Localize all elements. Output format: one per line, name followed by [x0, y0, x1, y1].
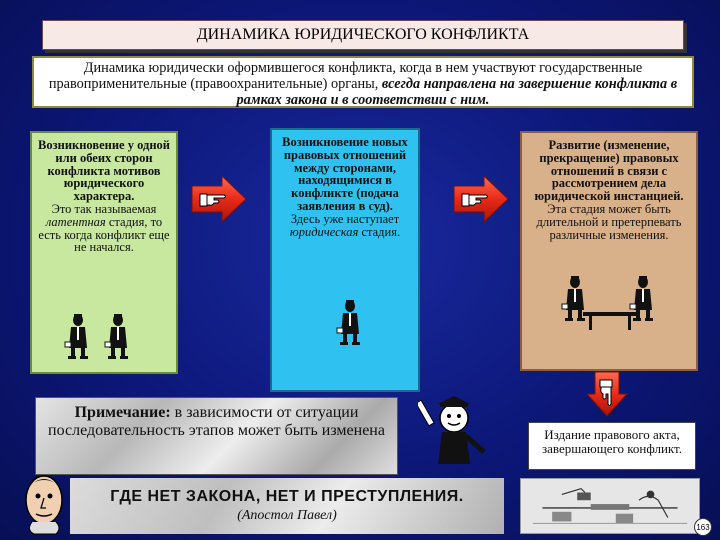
arrow-right-icon [452, 174, 510, 224]
final-act-box: Издание правового акта, завершающего конфликт. [528, 422, 696, 470]
arrow-down-icon [585, 370, 629, 418]
intro-emphasis: всегда направлена на завершение конфликта в рамках закона и в соответствии с ним. [236, 76, 678, 108]
page-number: 163 [694, 518, 712, 536]
graduate-figure-icon [418, 392, 494, 472]
stage-2-text-b: стадия. [361, 224, 401, 239]
stage-3-text: Эта стадия может быть длительной и претерпевать различные изменения. [536, 201, 682, 242]
businessman-figure-icon [60, 310, 150, 368]
note-box [35, 397, 398, 475]
stage-3-heading: Развитие (изменение, прекращение) правовых отношений в связи с рассмотрением дела юридической инстанцией. [534, 138, 684, 204]
stage-1-heading: Возникновение у одной или обеих сторон конфликта мотивов юридического характера. [38, 138, 170, 204]
stage-2-text-italic: юридическая [289, 224, 359, 239]
stage-1-text-b: стадия, то есть когда конфликт еще не начался. [38, 214, 170, 255]
arrow-right-icon [190, 174, 248, 224]
quote-text: ГДЕ НЕТ ЗАКОНА, НЕТ И ПРЕСТУПЛЕНИЯ. [110, 488, 464, 505]
quote-author: (Апостол Павел) [237, 508, 337, 523]
stage-1-text-a: Это так называемая [51, 201, 157, 216]
courtroom-icon [520, 478, 700, 534]
note-label: Примечание: [74, 404, 171, 421]
quote-box [70, 478, 504, 534]
intro-text [32, 56, 694, 108]
stage-1-text [37, 203, 171, 254]
intro-plain: Динамика юридически оформившегося конфликта, когда в нем участвуют государственные правоприменительные (правоохранительные) органы, [48, 60, 643, 92]
stage-2-text-a: Здесь уже наступает [290, 211, 400, 226]
stage-2-heading: Возникновение новых правовых отношений между сторонами, находящимися в конфликте (подача заявления в суд). [282, 135, 408, 213]
stage-2-text [277, 213, 413, 239]
note-text: в зависимости от ситуации последовательность этапов может быть изменена [48, 404, 385, 439]
thinking-man-icon [18, 470, 70, 536]
stage-1-text-italic: латентная [45, 214, 106, 229]
walking-figure-icon [330, 296, 370, 356]
slide-title: ДИНАМИКА ЮРИДИЧЕСКОГО КОНФЛИКТА [42, 20, 684, 50]
judge-figure-icon [555, 272, 665, 336]
